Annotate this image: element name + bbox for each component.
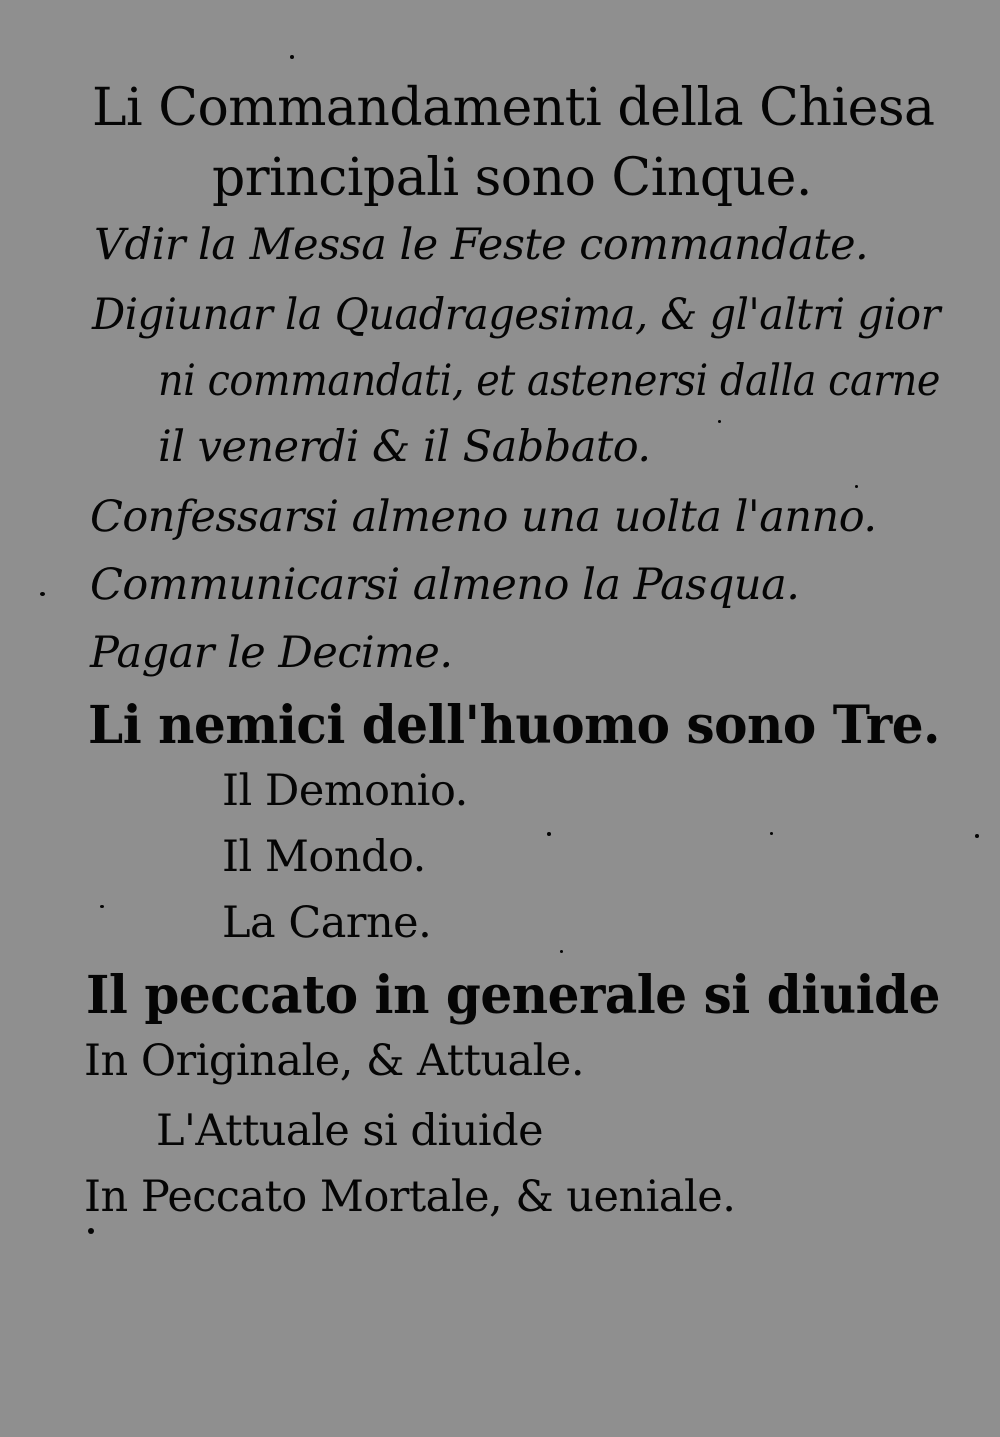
enemies-heading: Li nemici dell'huomo sono Tre.: [88, 695, 940, 756]
scan-speck: [40, 592, 45, 596]
commandments-heading-line-2: principali sono Cinque.: [212, 148, 812, 208]
sin-heading: Il peccato in generale si diuide: [86, 965, 941, 1026]
scan-speck: [718, 420, 721, 423]
sin-line-2: L'Attuale si diuide: [156, 1106, 544, 1156]
scan-speck: [290, 55, 294, 59]
scan-speck: [547, 832, 551, 836]
sin-line-1: In Originale, & Attuale.: [84, 1036, 585, 1086]
commandment-5: Pagar le Decime.: [90, 628, 453, 678]
commandment-2-line-2: ni commandati, et astenersi dalla carne: [158, 356, 941, 406]
commandments-heading-line-1: Li Commandamenti della Chiesa: [92, 78, 935, 138]
commandment-1: Vdir la Messa le Feste commandate.: [94, 220, 869, 270]
commandment-3: Confessarsi almeno una uolta l'anno.: [90, 492, 877, 542]
commandment-2-line-3: il venerdi & il Sabbato.: [158, 422, 651, 472]
commandment-4: Communicarsi almeno la Pasqua.: [90, 560, 800, 610]
sin-line-3: In Peccato Mortale, & ueniale.: [84, 1172, 736, 1222]
enemy-3: La Carne.: [222, 898, 432, 948]
scan-speck: [975, 834, 979, 838]
commandment-2-line-1: Digiunar la Quadragesima, & gl'altri gior: [92, 290, 940, 340]
scan-speck: [560, 950, 563, 953]
scan-speck: [855, 485, 858, 488]
scan-speck: [770, 832, 773, 835]
scan-speck: [100, 905, 104, 908]
enemy-2: Il Mondo.: [222, 832, 426, 882]
scan-speck: [88, 1228, 94, 1234]
enemy-1: Il Demonio.: [222, 766, 468, 816]
